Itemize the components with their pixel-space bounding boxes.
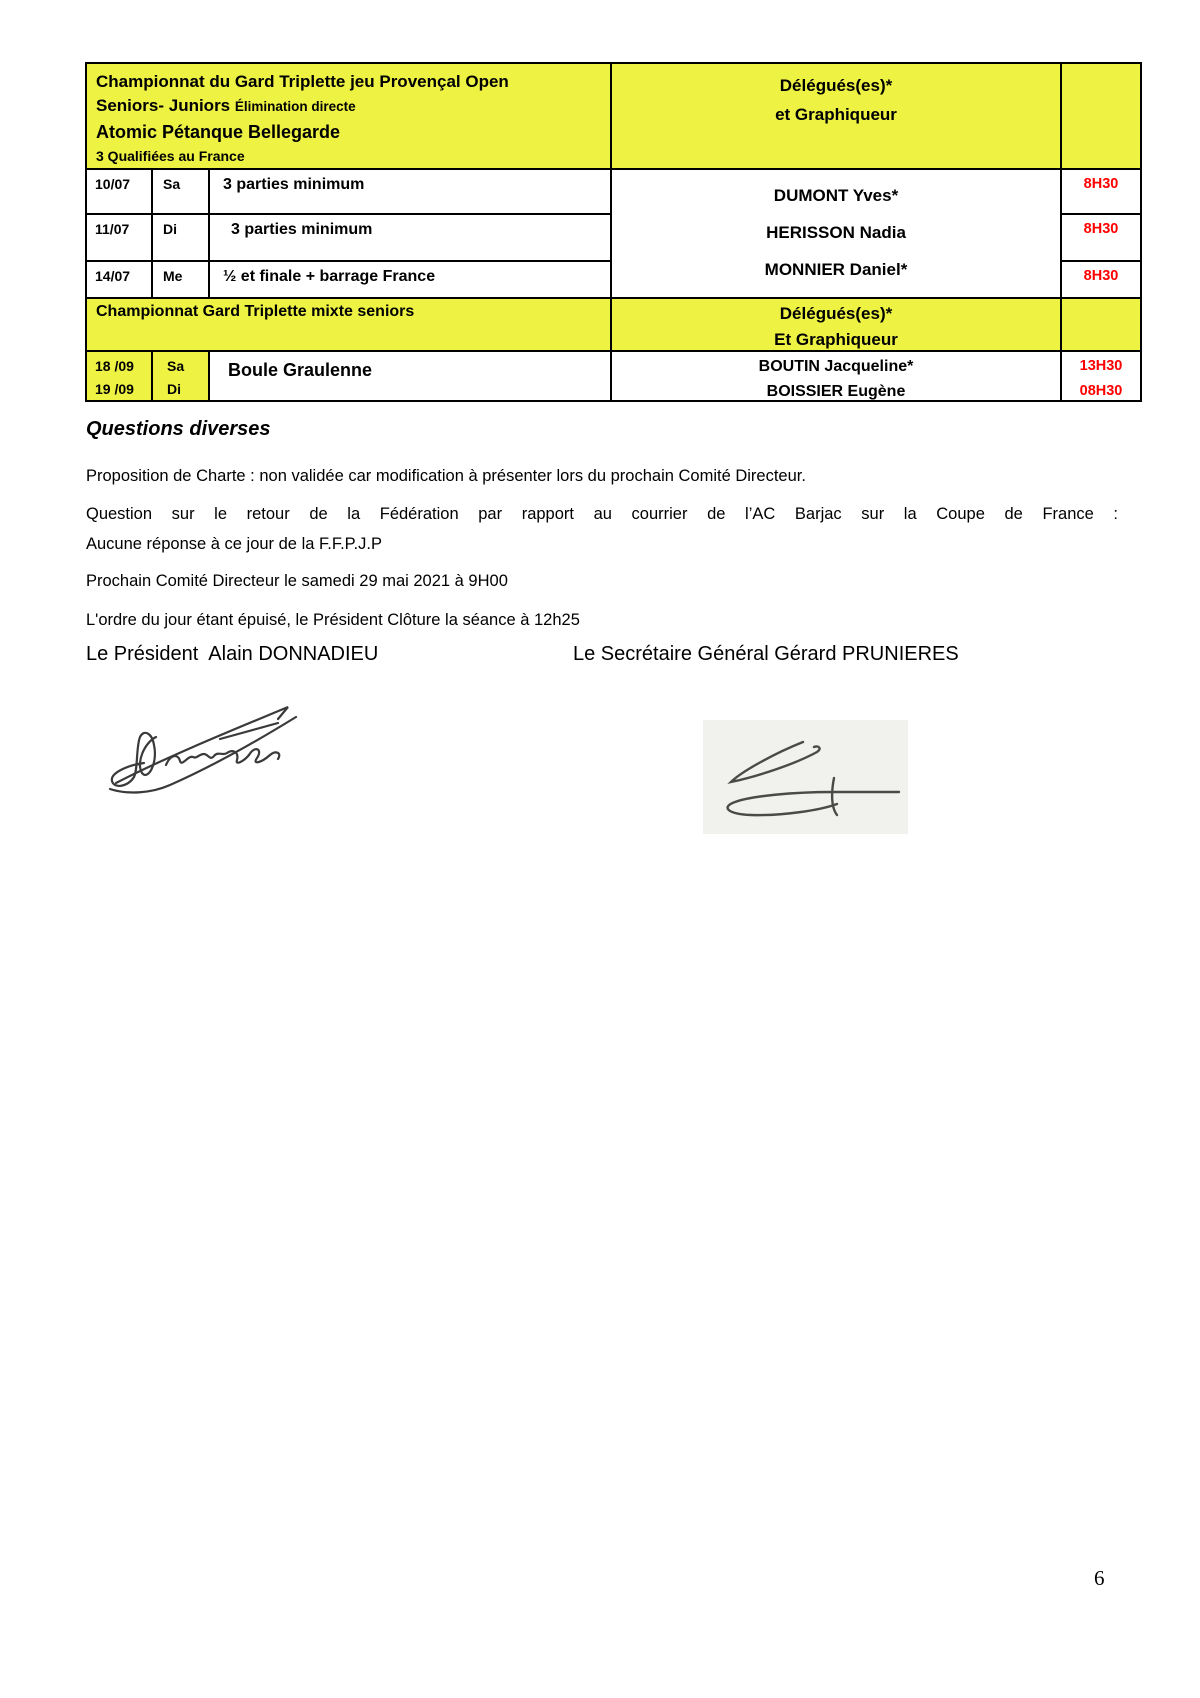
table2-delegates-cell bbox=[612, 352, 1062, 402]
table-row-day: Di bbox=[153, 215, 210, 262]
table1-club-name: Atomic Pétanque Bellegarde bbox=[96, 122, 341, 142]
section-heading: Questions diverses bbox=[86, 418, 271, 440]
table-row-date: 10/07 bbox=[87, 170, 153, 215]
table1-title-line2: Seniors- Juniors Élimination directe bbox=[96, 96, 356, 115]
table1-title-line1: Championnat du Gard Triplette jeu Provençal Open bbox=[96, 72, 509, 91]
table-row-day: Sa bbox=[153, 170, 210, 215]
delegate-name: BOISSIER Eugène bbox=[766, 383, 906, 400]
secretary-name: Le Secrétaire Général Gérard PRUNIERES bbox=[573, 643, 959, 665]
secretary-signature-image bbox=[703, 720, 908, 834]
table1-delegates-cell bbox=[612, 170, 1062, 299]
president-name: Le Président Alain DONNADIEU bbox=[86, 643, 379, 665]
table-row-time: 8H30 bbox=[1062, 215, 1142, 262]
delegate-name: DUMONT Yves* bbox=[773, 186, 899, 205]
table1-time-header-empty bbox=[1062, 64, 1142, 170]
table-row-date: 11/07 bbox=[87, 215, 153, 262]
paragraph-federation: Question sur le retour de la Fédération par rapport au courrier de l’AC Barjac sur la Coupe de France : Aucune réponse à ce jour de la F.F.P.J.P bbox=[86, 505, 1118, 553]
table-row-date: 18 /09 19 /09 bbox=[87, 352, 153, 402]
paragraph-next-meeting: Prochain Comité Directeur le samedi 29 mai 2021 à 9H00 bbox=[86, 572, 508, 590]
table-row-desc: 3 parties minimum bbox=[210, 170, 612, 215]
table-row-desc: ½ et finale + barrage France bbox=[210, 262, 612, 299]
delegate-name: MONNIER Daniel* bbox=[764, 260, 908, 279]
table-row-desc: Boule Graulenne bbox=[210, 352, 612, 402]
championship-table bbox=[85, 62, 1142, 402]
table1-qualification-note: 3 Qualifiées au France bbox=[96, 148, 245, 164]
page-number: 6 bbox=[1094, 1566, 1105, 1590]
table-row-desc: 3 parties minimum bbox=[210, 215, 612, 262]
table-row-day: Sa Di bbox=[153, 352, 210, 402]
table-row-day: Me bbox=[153, 262, 210, 299]
paragraph-charte: Proposition de Charte : non validée car modification à présenter lors du prochain Comité Directeur. bbox=[86, 467, 806, 485]
table-row-time: 8H30 bbox=[1062, 262, 1142, 299]
table1-delegates-header: Délégués(es)* et Graphiqueur bbox=[612, 64, 1062, 170]
paragraph-closing: L'ordre du jour étant épuisé, le Président Clôture la séance à 12h25 bbox=[86, 611, 580, 629]
table1-title-cell bbox=[87, 64, 612, 170]
table2-title-cell: Championnat Gard Triplette mixte seniors bbox=[87, 299, 612, 352]
table2-time-header-empty bbox=[1062, 299, 1142, 352]
delegate-name: BOUTIN Jacqueline* bbox=[758, 358, 914, 375]
president-signature-image bbox=[100, 693, 335, 808]
table-row-time: 13H30 08H30 bbox=[1062, 352, 1142, 402]
delegate-name: HERISSON Nadia bbox=[766, 223, 906, 242]
table-row-time: 8H30 bbox=[1062, 170, 1142, 215]
table-row-date: 14/07 bbox=[87, 262, 153, 299]
table2-delegates-header: Délégués(es)* Et Graphiqueur bbox=[612, 299, 1062, 352]
